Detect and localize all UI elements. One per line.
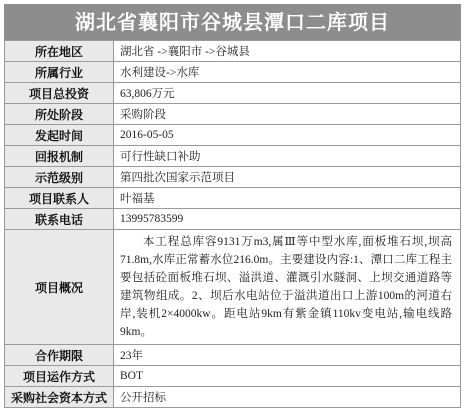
row-value: 可行性缺口补助 <box>114 146 461 167</box>
row-label: 回报机制 <box>5 146 114 167</box>
row-value: BOT <box>114 366 461 387</box>
row-label: 项目运作方式 <box>5 366 114 387</box>
row-label: 联系电话 <box>5 209 114 230</box>
row-label: 项目总投资 <box>5 83 114 104</box>
table-row <box>5 387 461 408</box>
project-overview-text: 本工程总库容9131万m3,属Ⅲ等中型水库,面板堆石坝,坝高71.8m,水库正常蓄水位216.0m。主要建设内容:1、潭口二库工程主要包括砼面板堆石坝、溢洪道、灌溉引水隧洞、上坝交通道路等建筑物组成。2、坝后水电站位于溢洪道出口上游100m的河道右岸,装机2×4000kw。距电站9km有紫金镇110kv变电站,输电线路9km。 <box>114 230 461 345</box>
table-row <box>5 83 461 104</box>
table-row <box>5 62 461 83</box>
table-row <box>5 366 461 387</box>
row-label: 采购社会资本方式 <box>5 387 114 408</box>
row-value: 采购阶段 <box>114 104 461 125</box>
row-value: 水利建设->水库 <box>114 62 461 83</box>
row-label: 项目概况 <box>5 230 114 345</box>
table-row <box>5 104 461 125</box>
row-value: 2016-05-05 <box>114 125 461 146</box>
row-value: 第四批次国家示范项目 <box>114 167 461 188</box>
table-row <box>5 125 461 146</box>
row-value: 13995783599 <box>114 209 461 230</box>
row-value: 23年 <box>114 345 461 366</box>
row-value: 63,806万元 <box>114 83 461 104</box>
row-label: 所在地区 <box>5 41 114 62</box>
row-value: 叶福基 <box>114 188 461 209</box>
row-label: 合作期限 <box>5 345 114 366</box>
table-row <box>5 188 461 209</box>
table-row <box>5 167 461 188</box>
row-label: 所处阶段 <box>5 104 114 125</box>
document-title: 湖北省襄阳市谷城县潭口二库项目 <box>4 4 461 40</box>
project-info-document <box>4 4 461 405</box>
row-value: 湖北省 ->襄阳市 ->谷城县 <box>114 41 461 62</box>
table-row <box>5 345 461 366</box>
table-row <box>5 230 461 345</box>
project-info-table <box>4 40 461 408</box>
table-row <box>5 209 461 230</box>
row-label: 项目联系人 <box>5 188 114 209</box>
row-label: 所属行业 <box>5 62 114 83</box>
row-value: 公开招标 <box>114 387 461 408</box>
row-label: 发起时间 <box>5 125 114 146</box>
table-row <box>5 146 461 167</box>
row-label: 示范级别 <box>5 167 114 188</box>
table-row <box>5 41 461 62</box>
